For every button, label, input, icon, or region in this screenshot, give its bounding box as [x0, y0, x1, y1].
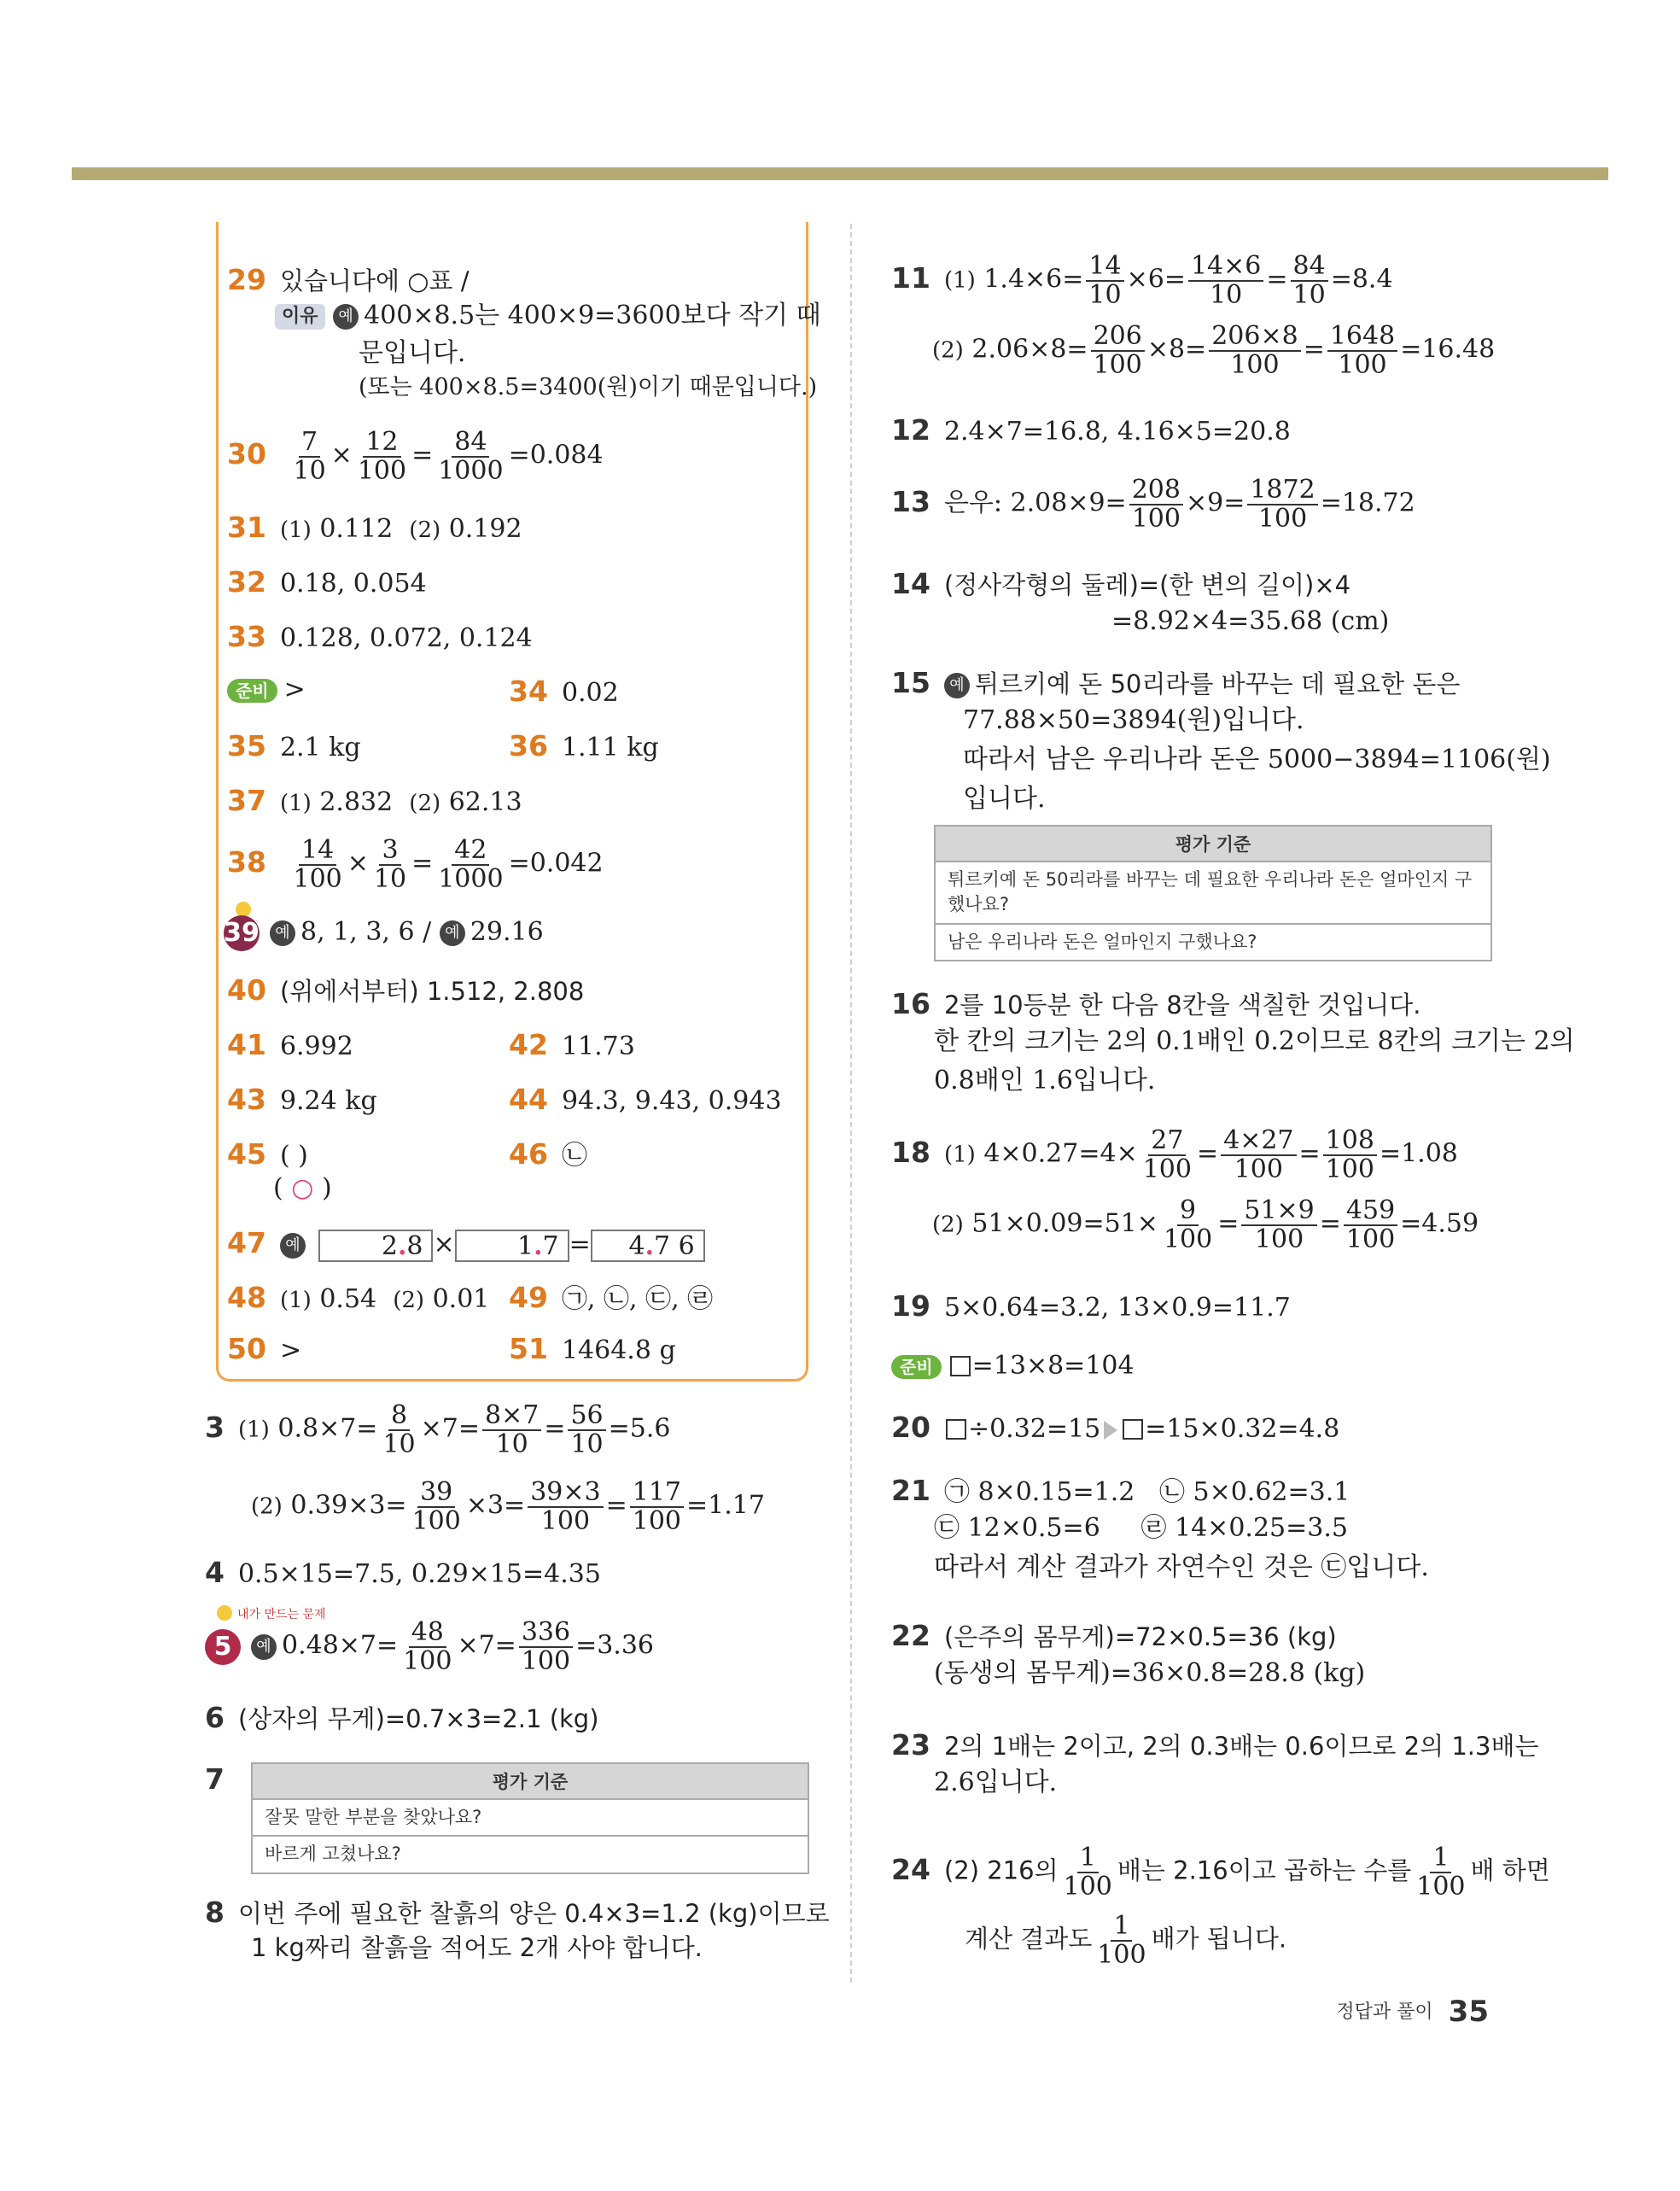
- q50: 50 >: [227, 1332, 302, 1365]
- q43: 43 9.24 kg: [227, 1083, 377, 1116]
- q13: 13 은우: 2.08×9= $\frac{208}{100}$ ×9= $\frac{1872}{100}$ =18.72: [891, 475, 1415, 534]
- prep-problem-1: 준비 >: [227, 675, 306, 705]
- q6: 6 (상자의 무게)=0.7×3=2.1 (kg): [205, 1701, 599, 1734]
- q42: 42 11.73: [509, 1028, 635, 1061]
- q5: 5 예 0.48×7= $\frac{48}{100}$ ×7= $\frac{336}{100}$ =3.36: [205, 1619, 654, 1674]
- page-number: 35: [1448, 1995, 1489, 2029]
- q24-line2: 계산 결과도 $\frac{1}{100}$ 배가 됩니다.: [965, 1911, 1287, 1970]
- q22-line2: (동생의 몸무게)=36×0.8=28.8 (kg): [934, 1658, 1366, 1688]
- q29: 29 있습니다에 ○표 /: [227, 263, 470, 296]
- q23: 23 2의 1배는 2이고, 2의 0.3배는 0.6이므로 2의 1.3배는: [891, 1728, 1539, 1762]
- fraction: $\frac{12}{100}$: [357, 427, 407, 486]
- fraction: $\frac{42}{1000}$: [438, 835, 504, 894]
- q19: 19 5×0.64=3.2, 13×0.9=11.7: [891, 1289, 1291, 1323]
- q46: 46 ㉡: [509, 1137, 587, 1171]
- column-divider: [850, 224, 852, 1983]
- q15-line3: 따라서 남은 우리나라 돈은 5000−3894=1106(원): [963, 745, 1551, 774]
- q8: 8 이번 주에 필요한 찰흙의 양은 0.4×3=1.2 (kg)이므로: [205, 1896, 830, 1929]
- header-bar: [72, 167, 1608, 180]
- blank-box-icon: [946, 1419, 966, 1440]
- q48: 48 (1) 0.54 (2) 0.01: [227, 1281, 490, 1314]
- q47: 47 예 2.8 × 1.7 = 4.7 6: [227, 1226, 705, 1262]
- q45: 45 ( ): [227, 1137, 308, 1171]
- q16: 16 2를 10등분 한 다음 8칸을 색칠한 것입니다.: [891, 987, 1421, 1020]
- q36: 36 1.11 kg: [509, 729, 659, 762]
- q21-line3: 따라서 계산 결과가 자연수인 것은 ㉢입니다.: [934, 1552, 1429, 1582]
- q14-line2: =8.92×4=35.68 (cm): [1111, 606, 1390, 636]
- answer-box-1: 2.8: [318, 1230, 433, 1262]
- q14: 14 (정사각형의 둘레)=(한 변의 길이)×4: [891, 567, 1351, 600]
- blank-box-icon: [950, 1356, 971, 1376]
- q35: 35 2.1 kg: [227, 729, 361, 762]
- q24: 24 (2) 216의 $\frac{1}{100}$ 배는 2.16이고 곱하는 수를 $\frac{1}{100}$ 배 하면: [891, 1843, 1550, 1902]
- q20: 20 ÷0.32=15 =15×0.32=4.8: [891, 1411, 1340, 1444]
- q31: 31 (1) 0.112 (2) 0.192: [227, 511, 522, 544]
- q18-2: (2) 51×0.09=51× $\frac{9}{100}$ = $\frac{51\times 9}{100}$ = $\frac{459}{100}$ =4.59: [932, 1195, 1479, 1254]
- q12: 12 2.4×7=16.8, 4.16×5=20.8: [891, 413, 1291, 447]
- q40: 40 (위에서부터) 1.512, 2.808: [227, 973, 585, 1007]
- q45-row2: ( ○ ): [273, 1173, 332, 1203]
- fraction: $\frac{3}{10}$: [373, 835, 407, 894]
- q49: 49 ㉠, ㉡, ㉢, ㉣: [509, 1281, 714, 1314]
- fraction: $\frac{14}{100}$: [293, 835, 342, 894]
- q33: 33 0.128, 0.072, 0.124: [227, 620, 533, 653]
- footer-label: 정답과 풀이: [1336, 2001, 1433, 2023]
- q3-2: (2) 0.39×3= $\frac{39}{100}$ ×3= $\frac{39\times 3}{100}$ = $\frac{117}{100}$ =1.17: [251, 1477, 765, 1536]
- q29-reason: 이유 예 400×8.5는 400×9=3600보다 작기 때: [275, 301, 821, 331]
- q8-line2: 1 kg짜리 찰흙을 적어도 2개 사야 합니다.: [251, 1933, 703, 1962]
- q39: 39 예 8, 1, 3, 6 / 예 29.16: [224, 915, 544, 951]
- example-mark-icon: 예: [333, 304, 359, 330]
- my-problem-tag: 내가 만드는 문제: [237, 1608, 326, 1621]
- q15-line2: 77.88×50=3894(원)입니다.: [963, 705, 1304, 735]
- answer-box-2: 1.7: [455, 1230, 569, 1262]
- q7-rubric-table: 평가 기준 잘못 말한 부분을 찾았나요? 바르게 고쳤나요?: [251, 1762, 809, 1874]
- q21-line2: ㉢ 12×0.5=6 ㉣ 14×0.25=3.5: [934, 1513, 1348, 1543]
- q3-1: 3 (1) 0.8×7= $\frac{8}{10}$ ×7= $\frac{8\times 7}{10}$ = $\frac{56}{10}$ =5.6: [205, 1400, 671, 1459]
- arrow-right-icon: [1104, 1421, 1117, 1440]
- q41: 41 6.992: [227, 1028, 353, 1061]
- q15: 15 예 튀르키예 돈 50리라를 바꾸는 데 필요한 돈은: [891, 666, 1461, 699]
- q37: 37 (1) 2.832 (2) 62.13: [227, 784, 522, 817]
- q23-line2: 2.6입니다.: [934, 1767, 1058, 1797]
- q22: 22 (은주의 몸무게)=72×0.5=36 (kg): [891, 1619, 1337, 1652]
- prep-problem-2: 준비 =13×8=104: [891, 1351, 1135, 1382]
- q15-rubric-table: 평가 기준 튀르키예 돈 50리라를 바꾸는 데 필요한 우리나라 돈은 얼마인지 구했나요? 남은 우리나라 돈은 얼마인지 구했나요?: [934, 825, 1492, 961]
- example-mark-icon: 예: [280, 1233, 306, 1259]
- q16-line2: 한 칸의 크기는 2의 0.1배인 0.2이므로 8칸의 크기는 2의: [934, 1026, 1575, 1056]
- q29-line3: 문입니다.: [359, 338, 466, 368]
- blank-box-icon: [1123, 1419, 1143, 1440]
- q18-1: 18 (1) 4×0.27=4× $\frac{27}{100}$ = $\frac{4\times 27}{100}$ = $\frac{108}{100}$ =1.08: [891, 1125, 1458, 1184]
- q30: 30 $\frac{7}{10}$ × $\frac{12}{100}$ = $\frac{84}{1000}$ =0.084: [227, 427, 604, 486]
- q38: 38 $\frac{14}{100}$ × $\frac{3}{10}$ = $\frac{42}{1000}$ =0.042: [227, 835, 604, 894]
- fraction: $\frac{84}{1000}$: [438, 427, 504, 486]
- q11-2: (2) 2.06×8= $\frac{206}{100}$ ×8= $\frac{206\times 8}{100}$ = $\frac{1648}{100}$ =16.48: [932, 321, 1496, 380]
- fraction: $\frac{7}{10}$: [293, 427, 326, 486]
- q51: 51 1464.8 g: [509, 1332, 676, 1365]
- q21: 21 ㉠ 8×0.15=1.2 ㉡ 5×0.62=3.1: [891, 1474, 1350, 1507]
- q7: 7: [205, 1762, 225, 1796]
- answer-box-3: 4.7 6: [591, 1230, 705, 1262]
- q34: 34 0.02: [509, 675, 619, 708]
- q32: 32 0.18, 0.054: [227, 565, 427, 599]
- q16-line3: 0.8배인 1.6입니다.: [934, 1066, 1156, 1096]
- page-footer: [1336, 1995, 1489, 2029]
- q11-1: 11 (1) 1.4×6= $\frac{14}{10}$ ×6= $\frac{14\times 6}{10}$ = $\frac{84}{10}$ =8.4: [891, 251, 1393, 310]
- q29-line4: (또는 400×8.5=3400(원)이기 때문입니다.): [359, 374, 818, 400]
- q44: 44 94.3, 9.43, 0.943: [509, 1083, 782, 1116]
- example-mark-icon: 예: [440, 920, 465, 946]
- q15-line4: 입니다.: [963, 784, 1046, 814]
- q4: 4 0.5×15=7.5, 0.29×15=4.35: [205, 1556, 601, 1589]
